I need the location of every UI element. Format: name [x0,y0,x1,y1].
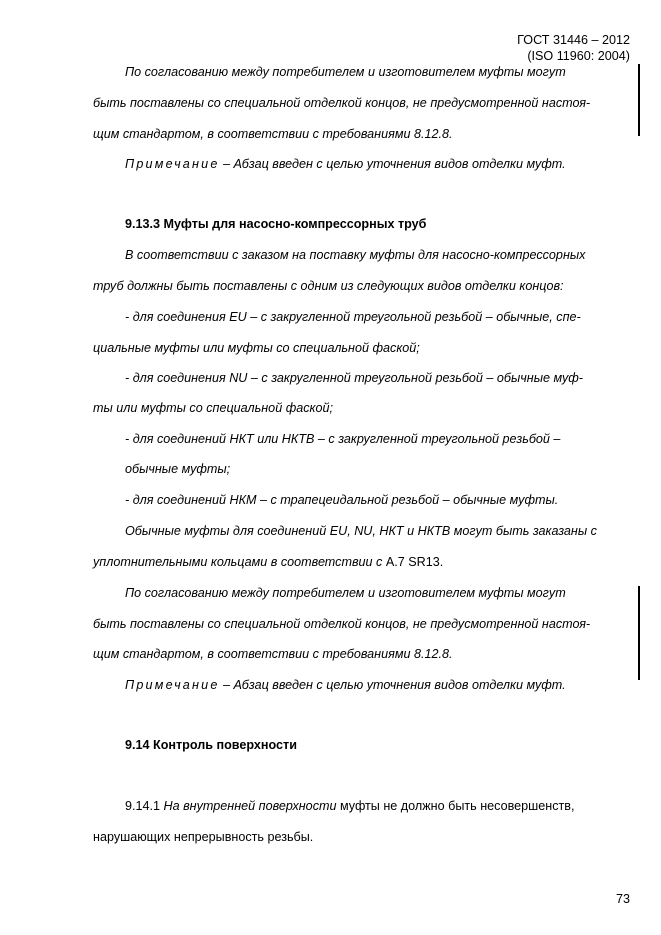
paragraph-line: щим стандартом, в соответствии с требованиями 8.12.8. [93,647,453,661]
note-text: – Абзац введен с целью уточнения видов отделки муфт. [219,678,566,692]
paragraph-line: обычные муфты; [125,462,231,476]
change-bar [638,64,640,136]
list-item-text: закругленной треугольной резьбой – обычные муф- [271,371,584,385]
paragraph-line: быть поставлены со специальной отделкой концов, не предусмотренной настоя- [93,96,591,110]
doc-iso-ref: (ISO 11960: 2004) [527,49,630,63]
paragraph-line: ты или муфты со специальной фаской; [93,401,333,415]
note-label: Примечание [125,678,220,692]
list-item [125,492,558,508]
list-item-text: трапецеидальной резьбой – обычные муфты. [280,493,559,507]
list-item-lead: - для соединения EU – с [125,310,271,324]
paragraph-line: циальные муфты или муфты со специальной фаской; [93,341,420,355]
paragraph-line: труб должны быть поставлены с одним из следующих видов отделки концов: [93,279,564,293]
change-bar [638,586,640,680]
section-heading: 9.14 Контроль поверхности [125,738,297,752]
paragraph-line: быть поставлены со специальной отделкой концов, не предусмотренной настоя- [93,617,591,631]
note-line [125,156,566,172]
clause-number: 9.14.1 [125,799,164,813]
paragraph-line [93,554,443,570]
paragraph-line: По согласованию между потребителем и изготовителем муфты могут [125,65,566,79]
paragraph-line: щим стандартом, в соответствии с требованиями 8.12.8. [93,127,453,141]
doc-standard-id: ГОСТ 31446 – 2012 [517,33,630,47]
list-item [125,309,581,325]
note-line [125,677,566,693]
page-number: 73 [615,892,630,906]
clause-italic: На внутренней поверхности [163,799,337,813]
paragraph-line: В соответствии с заказом на поставку муфты для насосно-компрессорных [125,248,586,262]
section-heading: 9.13.3 Муфты для насосно-компрессорных труб [125,217,427,231]
list-item-lead: - для соединений НКМ – с [125,493,281,507]
clause-text: муфты не должно быть несовершенств, [336,799,575,813]
paragraph-line: По согласованию между потребителем и изготовителем муфты могут [125,586,566,600]
paragraph-line [125,798,574,814]
note-text: – Абзац введен с целью уточнения видов отделки муфт. [219,157,566,171]
seal-text: уплотнительными кольцами в соответствии с [93,555,386,569]
paragraph-line: нарушающих непрерывность резьбы. [93,830,314,844]
list-item [125,431,560,447]
note-label: Примечание [125,157,220,171]
seal-ref: A.7 SR13. [385,555,444,569]
list-item-lead: - для соединения NU – с [125,371,272,385]
list-item [125,370,583,386]
paragraph-line: Обычные муфты для соединений EU, NU, НКТ и НКТВ могут быть заказаны с [125,524,597,538]
list-item-text: закругленной треугольной резьбой – обычные, спе- [270,310,581,324]
list-item-lead: - для соединений НКТ или НКТВ – с [125,432,339,446]
list-item-text: закругленной треугольной резьбой – [338,432,561,446]
